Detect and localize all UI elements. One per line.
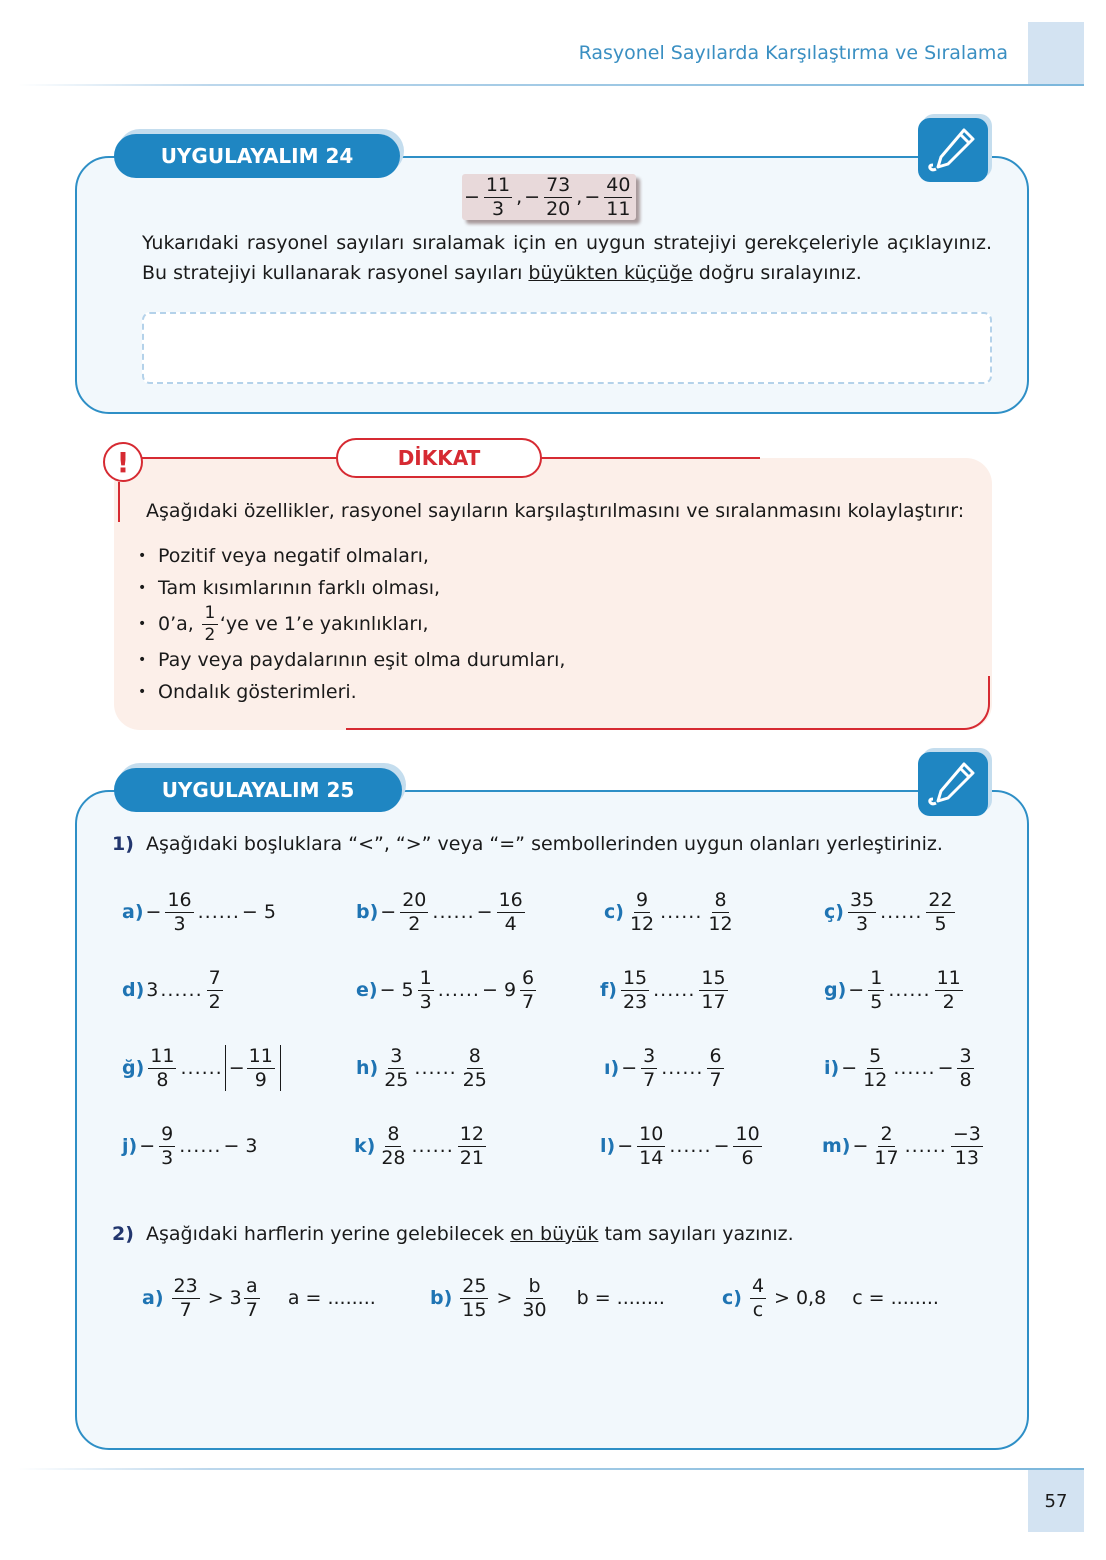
numbers-list [464, 174, 634, 220]
numerator: 3 [959, 1044, 972, 1067]
minus-sign: − [380, 901, 397, 923]
blank-dots[interactable]: ...... [432, 901, 475, 923]
denominator: 14 [639, 1146, 664, 1169]
item-b [356, 888, 527, 936]
blank-dots[interactable]: ...... [414, 1057, 457, 1079]
denominator: 6 [741, 1146, 754, 1169]
left-fraction [641, 1044, 657, 1091]
minus-sign: − [621, 1057, 638, 1079]
item-f [600, 966, 730, 1014]
numerator: 15 [622, 966, 648, 989]
denominator: 3 [161, 1146, 174, 1169]
right-fraction [706, 888, 734, 935]
denominator: 7 [709, 1068, 722, 1091]
denominator: 17 [701, 990, 726, 1013]
dikkat-bullet [138, 644, 565, 676]
item-c [604, 888, 737, 936]
item-cc [824, 888, 957, 936]
question-1-text: Aşağıdaki boşluklara “<”, “>” veya “=” sembollerinden uygun olanları yerleştiriniz. [146, 833, 943, 855]
item-label: j) [122, 1135, 138, 1157]
num2-numerator: 73 [546, 173, 571, 196]
num3-denominator: 11 [606, 197, 631, 220]
page-number: 57 [1028, 1470, 1084, 1532]
numerator: a [244, 1277, 260, 1299]
numerator: −3 [952, 1122, 981, 1145]
question-2 [112, 1223, 794, 1245]
left-fraction [418, 966, 434, 1013]
numerator: 6 [522, 966, 535, 989]
instruction-underlined: büyükten küçüğe [528, 262, 693, 284]
num-separator-2: , [576, 186, 583, 208]
q2-item-b [430, 1274, 665, 1322]
blank-dots[interactable]: ...... [904, 1135, 947, 1157]
denominator: 25 [462, 1068, 487, 1091]
denominator: 7 [179, 1298, 192, 1321]
numerator: b [528, 1274, 541, 1297]
blank-dots[interactable]: ...... [653, 979, 696, 1001]
dikkat-bullet [138, 604, 565, 644]
denominator: 23 [622, 990, 648, 1013]
right-fraction [935, 966, 963, 1013]
denominator: 2 [408, 912, 421, 935]
denominator: 2 [942, 990, 955, 1013]
minus-sign: − [848, 979, 865, 1001]
denominator: 8 [156, 1068, 169, 1091]
numerator: 22 [928, 888, 953, 911]
left-fraction [848, 888, 876, 935]
left-fraction [637, 1122, 665, 1169]
blank-dots[interactable]: ...... [893, 1057, 936, 1079]
q2-item-a [142, 1274, 376, 1322]
numerator: 9 [636, 888, 649, 911]
denominator: 17 [874, 1146, 899, 1169]
left-value: 3 [146, 979, 159, 1001]
right-fraction [497, 888, 525, 935]
denominator: 30 [522, 1298, 547, 1321]
minus-sign: − [713, 1135, 730, 1157]
numerator: 11 [248, 1044, 273, 1067]
denominator: 7 [643, 1068, 656, 1091]
item-label: l) [600, 1135, 616, 1157]
denominator: 5 [870, 990, 883, 1013]
exercise-24-title: UYGULAYALIM 24 [114, 134, 400, 178]
answer-blank[interactable]: c = ........ [852, 1287, 939, 1309]
numerator: 1 [870, 966, 883, 989]
denominator: 13 [954, 1146, 979, 1169]
item-a [122, 888, 276, 936]
item-ii [604, 1044, 726, 1092]
blank-dots[interactable]: ...... [888, 979, 931, 1001]
question-1 [112, 833, 943, 855]
question-2-text-end: tam sayıları yazınız. [598, 1223, 794, 1245]
bullet-text: Ondalık gösterimleri. [158, 681, 357, 703]
bullet-dot: • [138, 580, 147, 596]
half-numerator: 1 [202, 605, 218, 625]
bullet-text: ‘ye ve 1’e yakınlıkları, [219, 613, 429, 635]
num3-numerator: 40 [606, 173, 631, 196]
denominator: c [752, 1298, 764, 1321]
left-fraction [621, 966, 649, 1013]
absolute-value [225, 1045, 281, 1091]
num1-sign: − [464, 186, 480, 208]
denominator: 3 [173, 912, 186, 935]
minus-sign: − [228, 1057, 245, 1079]
item-label: m) [822, 1135, 851, 1157]
blank-dots[interactable]: ...... [160, 979, 203, 1001]
numerator: 25 [462, 1274, 487, 1297]
left-fraction [750, 1274, 766, 1321]
left-fraction [861, 1044, 889, 1091]
item-label: g) [824, 979, 847, 1001]
item-label: a) [122, 901, 144, 923]
instruction-text-1: Yukarıdaki rasyonel sayıları sıralamak için en uygun stratejiyi gerekçeleriyle açıklayınız. Bu stratejiyi kullanarak rasyonel sayıları [142, 232, 992, 284]
bullet-text: Tam kısımlarının farklı olması, [158, 577, 441, 599]
left-fraction [148, 1044, 176, 1091]
right-fraction [244, 1274, 260, 1321]
bullet-text: Pozitif veya negatif olmaları, [158, 545, 429, 567]
numerator: 10 [735, 1122, 760, 1145]
numerator: 3 [390, 1044, 403, 1067]
num2-sign: − [524, 186, 541, 208]
right-fraction [247, 1044, 275, 1091]
numerator: 20 [402, 888, 427, 911]
left-fraction [628, 888, 656, 935]
denominator: 12 [708, 912, 733, 935]
denominator: 12 [629, 912, 655, 935]
blank-dots[interactable]: ...... [669, 1135, 712, 1157]
blank-dots[interactable]: ...... [437, 979, 480, 1001]
bullet-dot: • [138, 684, 147, 700]
denominator: 4 [504, 912, 517, 935]
question-1-number: 1) [112, 833, 134, 855]
blank-dots[interactable]: ...... [180, 1057, 223, 1079]
minus-sign: − [841, 1057, 858, 1079]
bullet-dot: • [138, 616, 147, 632]
item-label: i) [824, 1057, 840, 1079]
numerator: 16 [498, 888, 523, 911]
question-2-number: 2) [112, 1223, 134, 1245]
footer-divider [18, 1468, 1084, 1470]
right-value: − 5 [241, 901, 276, 923]
numerator: 11 [150, 1044, 175, 1067]
item-label: ğ) [122, 1057, 145, 1079]
left-fraction [165, 888, 193, 935]
denominator: 2 [208, 990, 221, 1013]
num-separator-1: , [516, 186, 523, 208]
denominator: 8 [959, 1068, 972, 1091]
item-label: c) [604, 901, 624, 923]
header-divider [18, 84, 1084, 86]
right-fraction [520, 1274, 548, 1321]
numerator: 23 [173, 1274, 198, 1297]
item-k [354, 1122, 488, 1170]
greater-than: > [496, 1287, 513, 1309]
numerator: 10 [639, 1122, 664, 1145]
denominator: 12 [863, 1068, 888, 1091]
blank-dots[interactable]: ...... [660, 901, 703, 923]
item-label: e) [356, 979, 378, 1001]
num1-denominator: 3 [491, 197, 505, 220]
right-fraction [461, 1044, 489, 1091]
numerator: 16 [167, 888, 192, 911]
item-i [824, 1044, 976, 1092]
half-denominator: 2 [204, 624, 216, 645]
left-fraction [400, 888, 428, 935]
bullet-dot: • [138, 652, 147, 668]
blank-dots[interactable]: ...... [179, 1135, 222, 1157]
num1-fraction [484, 173, 512, 220]
right-whole: 3 [229, 1287, 242, 1309]
item-label: k) [354, 1135, 376, 1157]
left-fraction [872, 1122, 900, 1169]
denominator: 21 [459, 1146, 484, 1169]
dikkat-bullet-list [138, 540, 565, 708]
numerator: 8 [387, 1122, 400, 1145]
pencil-icon [918, 118, 988, 182]
numerator: 8 [714, 888, 727, 911]
item-g [824, 966, 965, 1014]
minus-sign: − [139, 1135, 156, 1157]
pencil-icon [918, 752, 988, 816]
header-title: Rasyonel Sayılarda Karşılaştırma ve Sıralama [578, 42, 1008, 64]
item-label: d) [122, 979, 145, 1001]
num2-denominator: 20 [546, 197, 571, 220]
num3-sign: − [584, 186, 601, 208]
answer-area[interactable] [142, 312, 992, 384]
right-whole: − 9 [481, 979, 517, 1001]
numerator: 6 [709, 1044, 722, 1067]
item-e [356, 966, 538, 1014]
dikkat-title: DİKKAT [336, 438, 542, 478]
denominator: 3 [419, 990, 432, 1013]
half-fraction [202, 602, 218, 645]
right-fraction [951, 1122, 983, 1169]
instruction-text-2: doğru sıralayınız. [692, 262, 862, 284]
right-fraction [520, 966, 536, 1013]
dikkat-left-rule [118, 482, 120, 522]
left-fraction [159, 1122, 175, 1169]
minus-sign: − [937, 1057, 954, 1079]
left-whole: − 5 [379, 979, 414, 1001]
item-label: c) [722, 1287, 742, 1309]
item-label: ı) [604, 1057, 620, 1079]
right-fraction [926, 888, 954, 935]
item-j [122, 1122, 258, 1170]
num1-numerator: 11 [485, 173, 511, 196]
numerator: 8 [468, 1044, 481, 1067]
bullet-text: Pay veya paydalarının eşit olma durumları, [158, 649, 566, 671]
num2-fraction [544, 173, 572, 220]
exercise-25-title: UYGULAYALIM 25 [114, 768, 402, 812]
right-value: 0,8 [795, 1287, 827, 1309]
dikkat-intro: Aşağıdaki özellikler, rasyonel sayıların karşılaştırılmasını ve sıralanmasını kolaylaştırır: [146, 500, 965, 522]
numerator: 7 [208, 966, 221, 989]
right-fraction [707, 1044, 723, 1091]
q2-item-c [722, 1274, 939, 1322]
question-2-text: Aşağıdaki harflerin yerine gelebilecek [146, 1223, 511, 1245]
dikkat-bullet [138, 676, 565, 708]
bullet-text: 0’a, [158, 613, 194, 635]
denominator: 5 [934, 912, 947, 935]
bullet-dot: • [138, 548, 147, 564]
left-fraction [379, 1122, 407, 1169]
numerator: 9 [161, 1122, 174, 1145]
question-2-underlined: en büyük [510, 1223, 599, 1245]
item-h [356, 1044, 491, 1092]
numerator: 35 [849, 888, 875, 911]
right-value: − 3 [223, 1135, 258, 1157]
dikkat-bullet [138, 540, 565, 572]
minus-sign: − [145, 901, 162, 923]
item-label: h) [356, 1057, 379, 1079]
denominator: 7 [245, 1298, 258, 1321]
blank-dots[interactable]: ...... [880, 901, 923, 923]
denominator: 28 [381, 1146, 406, 1169]
numerator: 11 [936, 966, 961, 989]
numerator: 1 [419, 966, 432, 989]
item-m [822, 1122, 985, 1170]
item-d [122, 966, 225, 1014]
minus-sign: − [617, 1135, 634, 1157]
exercise-24-instructions [142, 228, 992, 288]
item-gg [122, 1044, 281, 1092]
blank-dots[interactable]: ...... [197, 901, 240, 923]
numerator: 12 [459, 1122, 484, 1145]
denominator: 25 [384, 1068, 409, 1091]
denominator: 15 [462, 1298, 487, 1321]
blank-dots[interactable]: ...... [411, 1135, 454, 1157]
numerator: 5 [869, 1044, 882, 1067]
right-fraction [957, 1044, 973, 1091]
numerator: 2 [880, 1122, 893, 1145]
left-fraction [460, 1274, 488, 1321]
minus-sign: − [476, 901, 493, 923]
exclamation-icon: ! [103, 442, 143, 482]
greater-than: > [774, 1287, 790, 1309]
denominator: 3 [856, 912, 869, 935]
denominator: 9 [254, 1068, 267, 1091]
item-label: b) [356, 901, 379, 923]
left-fraction [868, 966, 884, 1013]
numerator: 3 [643, 1044, 656, 1067]
numerator: 4 [751, 1274, 765, 1297]
right-fraction [207, 966, 223, 1013]
num3-fraction [604, 173, 632, 220]
blank-dots[interactable]: ...... [661, 1057, 704, 1079]
right-fraction [699, 966, 727, 1013]
minus-sign: − [852, 1135, 869, 1157]
left-fraction [172, 1274, 200, 1321]
header-tab [1028, 22, 1084, 86]
answer-blank[interactable]: a = ........ [287, 1287, 376, 1309]
answer-blank[interactable]: b = ........ [576, 1287, 665, 1309]
numerator: 15 [701, 966, 726, 989]
greater-than: > [207, 1287, 224, 1309]
dikkat-bullet [138, 572, 565, 604]
item-label: f) [600, 979, 617, 1001]
denominator: 7 [522, 990, 535, 1013]
item-label: ç) [824, 901, 844, 923]
right-fraction [458, 1122, 486, 1169]
item-label: a) [142, 1287, 164, 1309]
item-l [600, 1122, 764, 1170]
left-fraction [382, 1044, 410, 1091]
right-fraction [733, 1122, 761, 1169]
item-label: b) [430, 1287, 453, 1309]
